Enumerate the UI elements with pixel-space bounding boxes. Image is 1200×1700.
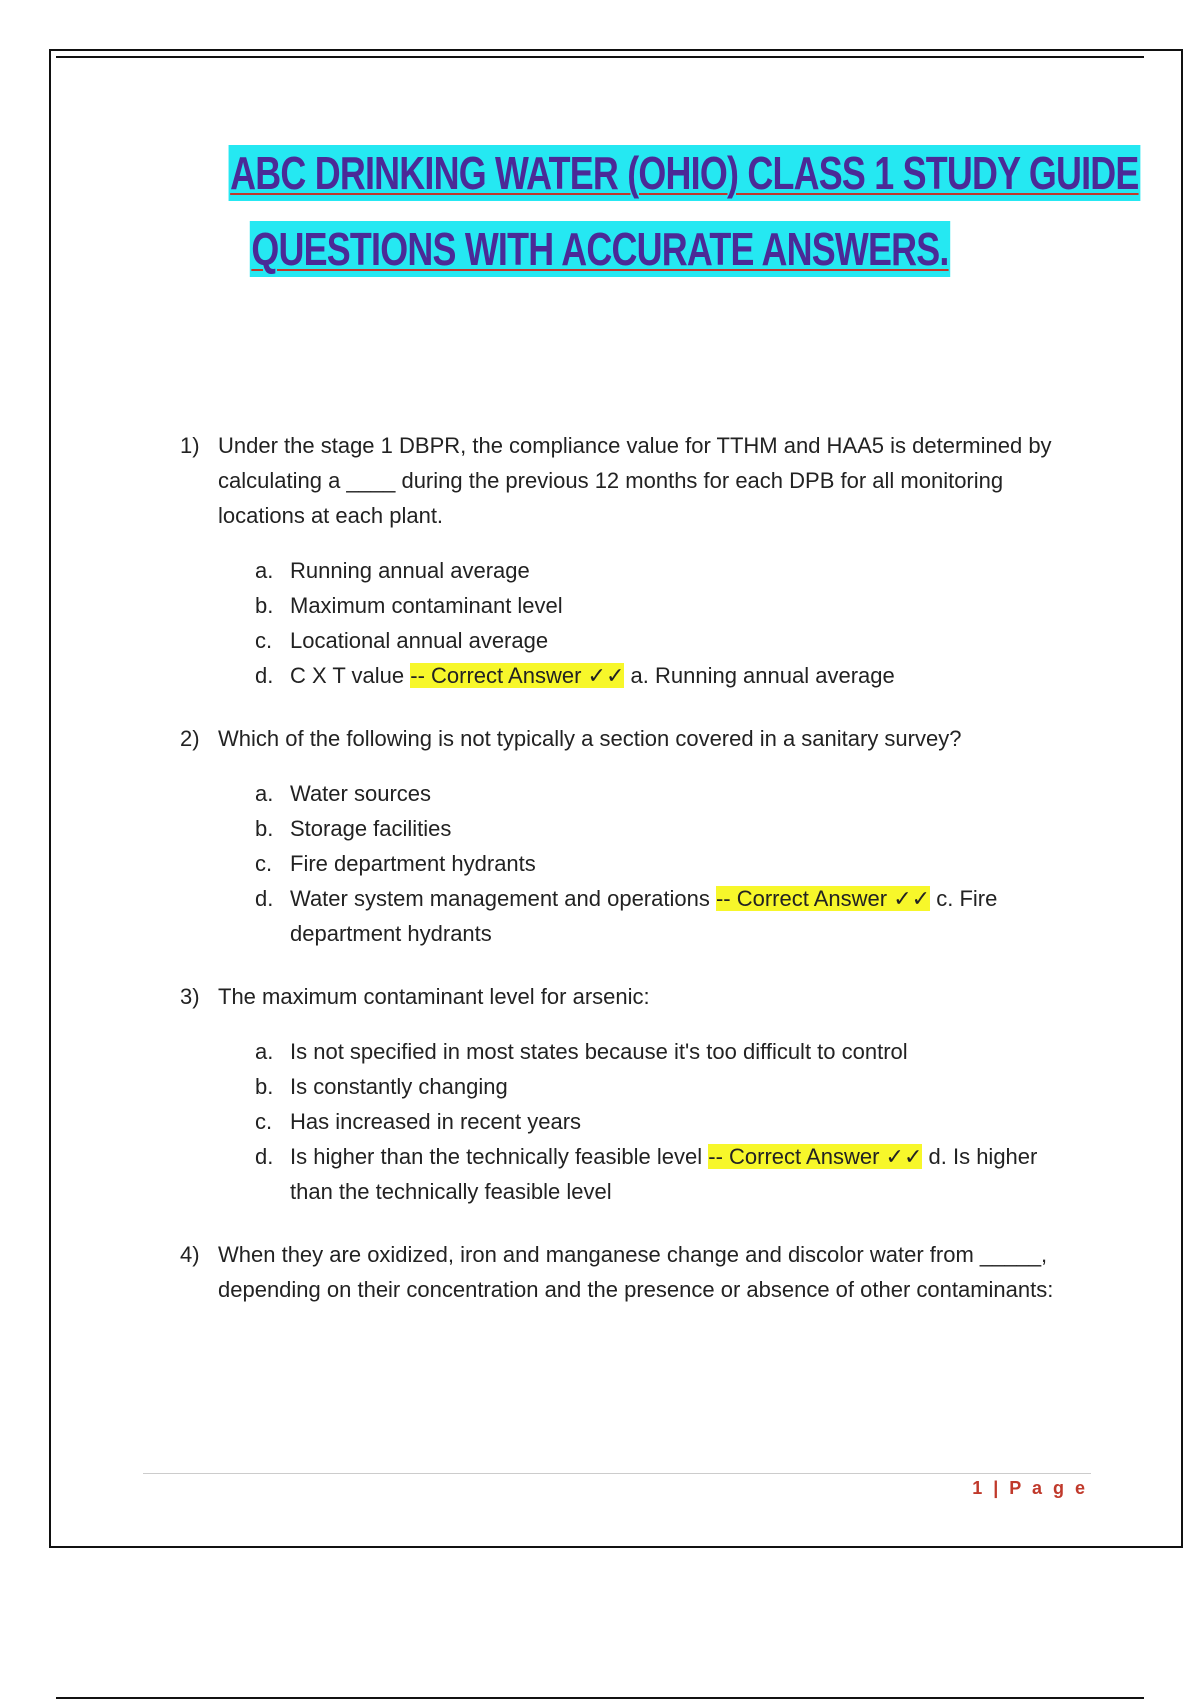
question-text: The maximum contaminant level for arsenic:	[218, 984, 650, 1009]
option-letter: d.	[255, 886, 274, 911]
option-list	[255, 553, 1080, 693]
correct-answer-text: c. Fire department hydrants	[290, 886, 998, 946]
option-text: Has increased in recent years	[290, 1109, 582, 1134]
question-number: 2)	[180, 726, 200, 751]
option-letter: c.	[255, 628, 273, 653]
option-b	[255, 811, 1080, 846]
option-letter: b.	[255, 593, 274, 618]
option-text: Fire department hydrants	[290, 851, 536, 876]
option-text: Is not specified in most states because it's too difficult to control	[290, 1039, 908, 1064]
option-b	[255, 1069, 1080, 1104]
title-line-2: QUESTIONS WITH ACCURATE ANSWERS.	[251, 223, 949, 275]
question-number: 3)	[180, 984, 200, 1009]
option-c	[255, 623, 1080, 658]
title-line-1: ABC DRINKING WATER (OHIO) CLASS 1 STUDY GUIDE	[230, 147, 1139, 199]
option-a	[255, 1034, 1080, 1069]
option-letter: c.	[255, 1109, 273, 1134]
option-c	[255, 846, 1080, 881]
option-text: Running annual average	[290, 558, 530, 583]
option-letter: a.	[255, 1039, 274, 1064]
option-letter: b.	[255, 1074, 274, 1099]
option-text: Storage facilities	[290, 816, 452, 841]
option-d	[255, 1139, 1080, 1209]
question-3	[180, 979, 1080, 1209]
option-list	[255, 1034, 1080, 1209]
option-letter: d.	[255, 1144, 274, 1169]
document-title	[100, 145, 1139, 277]
option-b	[255, 588, 1080, 623]
question-number: 4)	[180, 1242, 200, 1267]
question-1	[180, 428, 1080, 693]
question-text: Under the stage 1 DBPR, the compliance value for TTHM and HAA5 is determined by calculating a ____ during the previous 12 months for each DPB for all monitoring locations at each plant.	[218, 433, 1052, 528]
correct-answer-marker: -- Correct Answer ✓✓	[708, 1144, 923, 1169]
footer-rule	[143, 1473, 1091, 1474]
question-2	[180, 721, 1080, 951]
option-text: Water sources	[290, 781, 432, 806]
option-a	[255, 553, 1080, 588]
option-letter: b.	[255, 816, 274, 841]
option-list	[255, 776, 1080, 951]
option-text: C X T value	[290, 663, 405, 688]
option-d	[255, 881, 1080, 951]
question-4	[180, 1237, 1080, 1307]
correct-answer-marker: -- Correct Answer ✓✓	[715, 886, 931, 911]
bottom-rule	[56, 1697, 1144, 1699]
option-c	[255, 1104, 1080, 1139]
option-letter: a.	[255, 558, 274, 583]
option-text: Maximum contaminant level	[290, 593, 563, 618]
question-text: When they are oxidized, iron and manganese change and discolor water from _____, depending on their concentration and the presence or absence of other contaminants:	[218, 1242, 1054, 1302]
question-text: Which of the following is not typically a section covered in a sanitary survey?	[218, 726, 962, 751]
option-letter: d.	[255, 663, 274, 688]
correct-answer-marker: -- Correct Answer ✓✓	[410, 663, 625, 688]
option-text: Water system management and operations	[290, 886, 710, 911]
option-letter: a.	[255, 781, 274, 806]
option-a	[255, 776, 1080, 811]
option-text: Is higher than the technically feasible level	[290, 1144, 703, 1169]
correct-answer-text: a. Running annual average	[630, 663, 895, 688]
option-d	[255, 658, 1080, 693]
option-letter: c.	[255, 851, 273, 876]
option-text: Is constantly changing	[290, 1074, 508, 1099]
question-number: 1)	[180, 433, 200, 458]
page-number: 1 | P a g e	[972, 1478, 1088, 1498]
question-list	[180, 428, 1080, 1335]
correct-answer-text: d. Is higher than the technically feasible level	[290, 1144, 1038, 1204]
option-text: Locational annual average	[290, 628, 549, 653]
